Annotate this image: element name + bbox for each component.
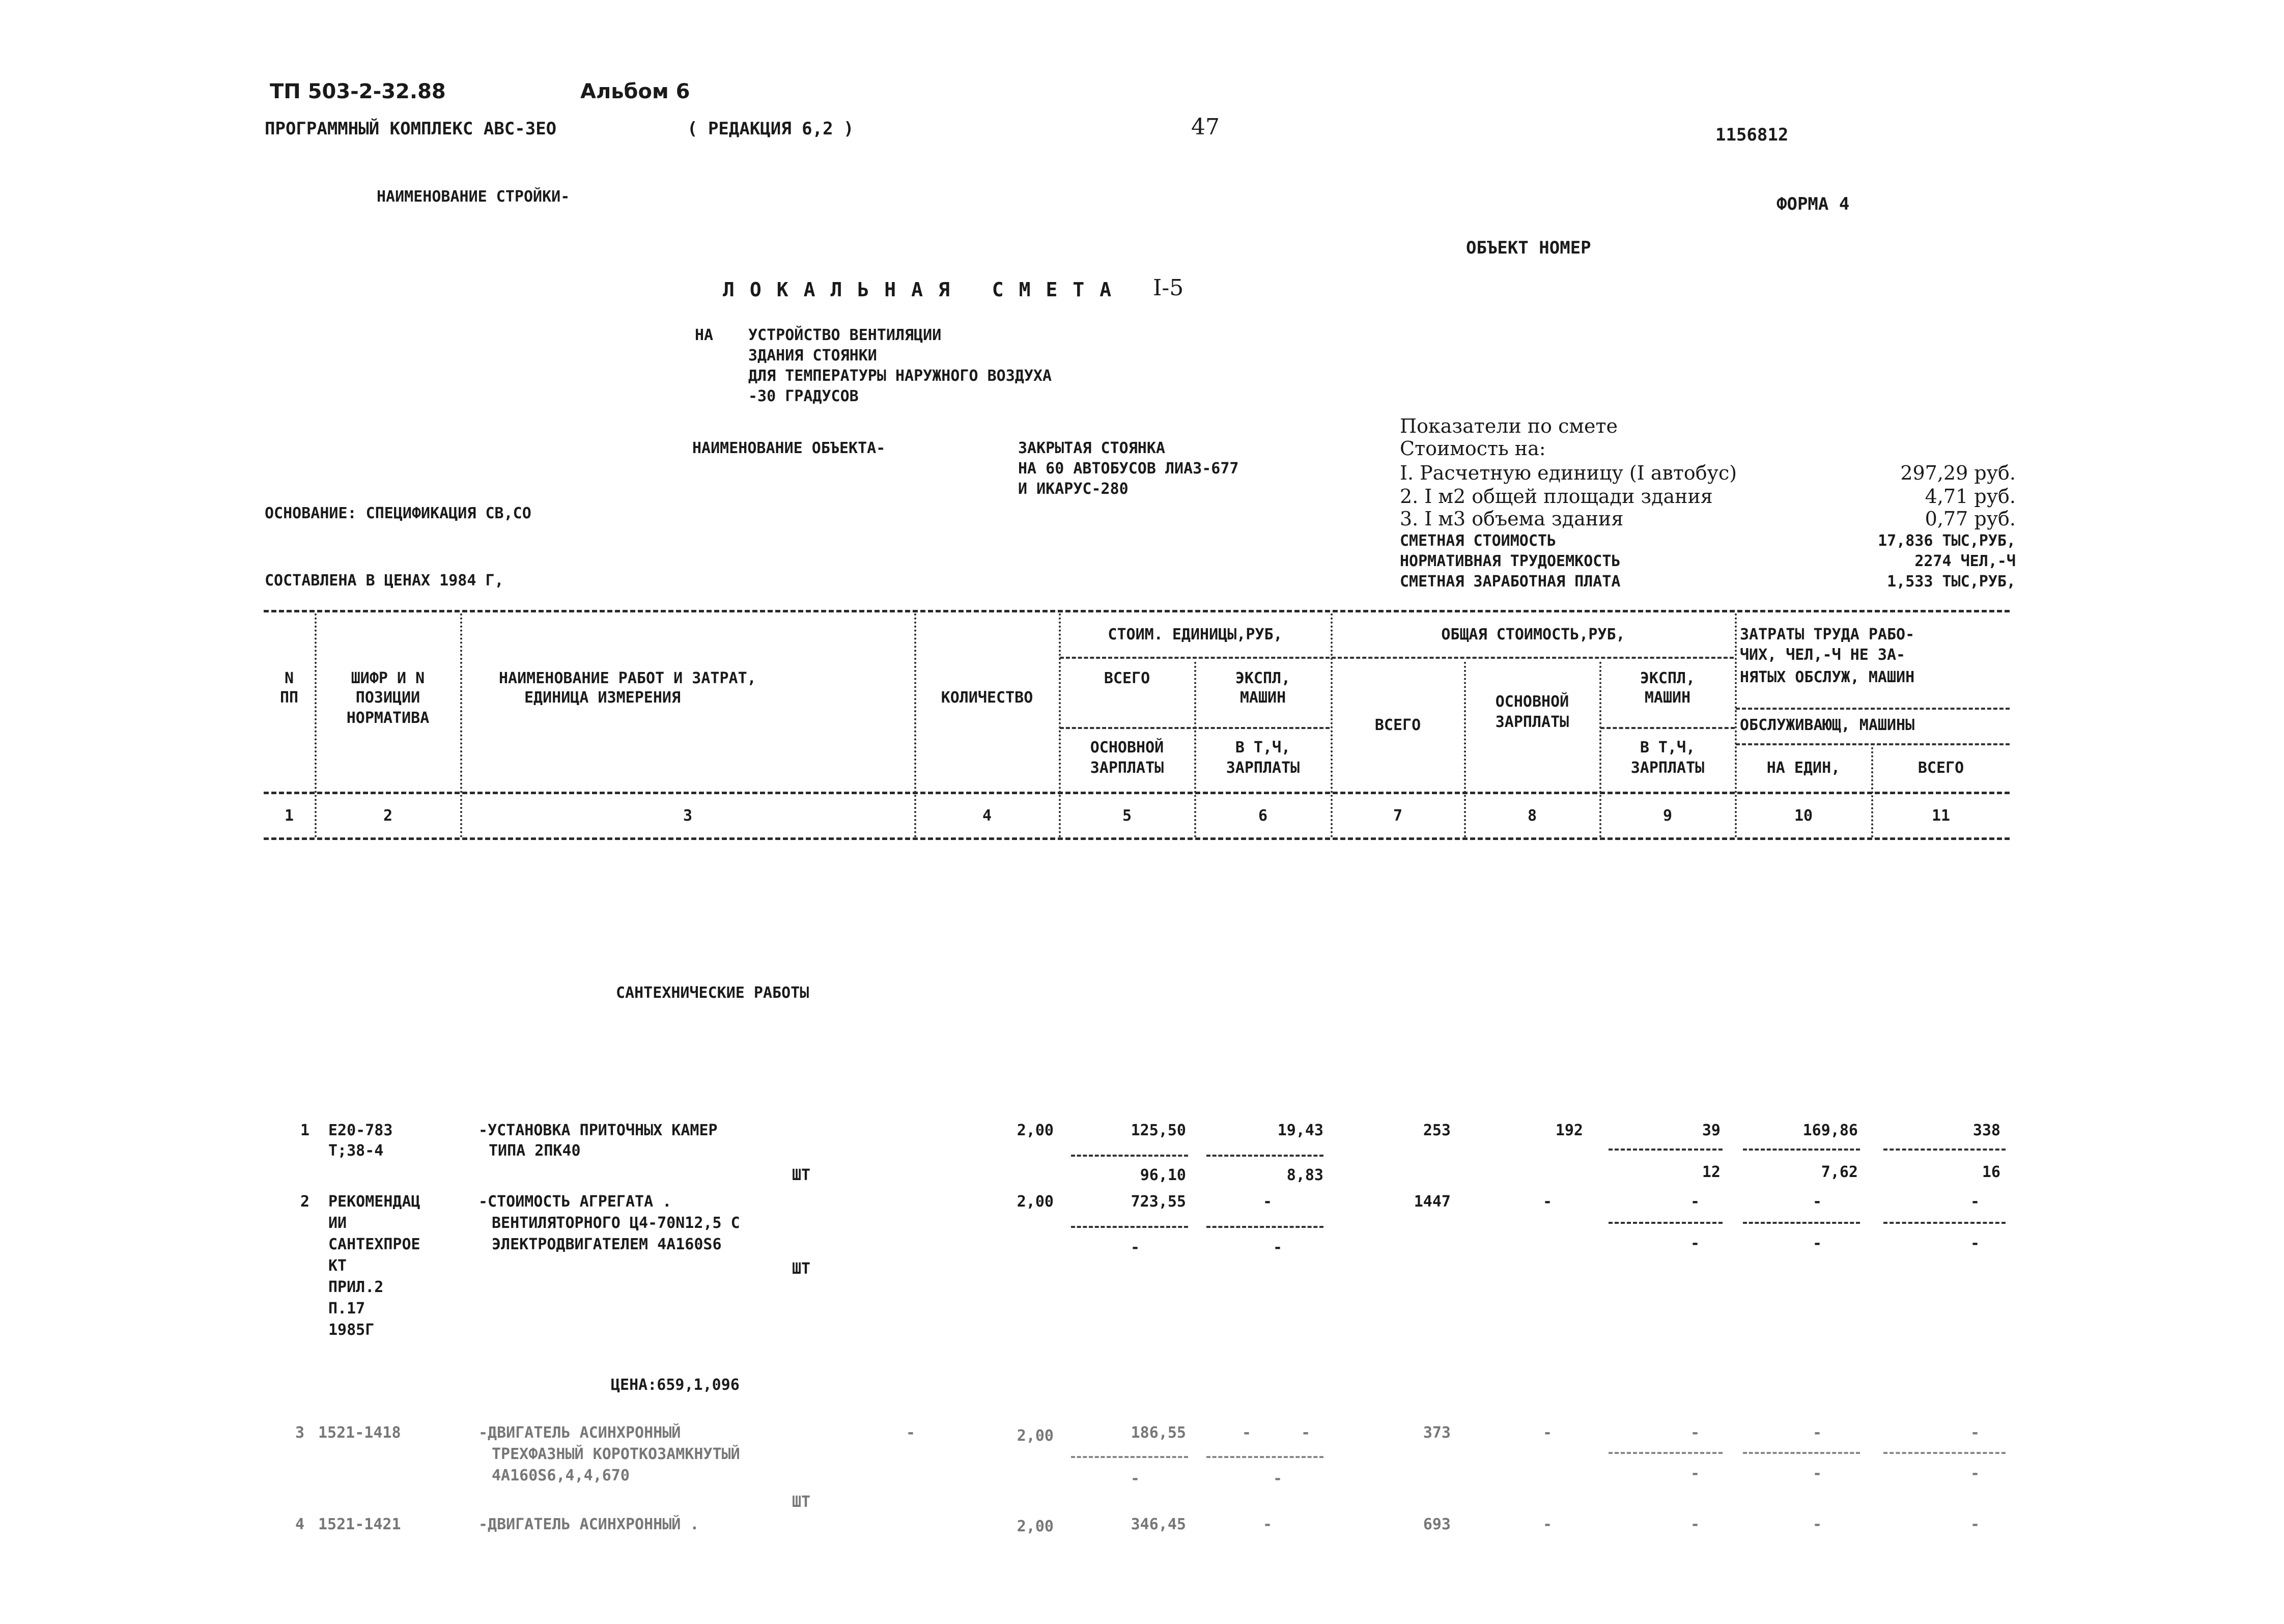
unit-machines-header: ЭКСПЛ,: [1235, 669, 1291, 687]
estimate-number: I-5: [1153, 275, 1184, 301]
row-dash: -: [1130, 1239, 1140, 1256]
column-number: 7: [1393, 807, 1403, 825]
column-number: 3: [683, 807, 693, 825]
indicator-row-value: 0,77 руб.: [1925, 508, 2016, 530]
row-quantity: 2,00: [1017, 1518, 1054, 1535]
row-code: 1521-1418: [318, 1424, 401, 1442]
row-unit: ШТ: [792, 1493, 811, 1511]
row-name: ЭЛЕКТРОДВИГАТЕЛЕМ 4А160S6: [492, 1236, 722, 1253]
row-total-machines: -: [1690, 1424, 1700, 1442]
purpose-line: УСТРОЙСТВО ВЕНТИЛЯЦИИ: [748, 326, 942, 344]
row-quantity: 2,00: [1017, 1193, 1054, 1211]
row-dash: -: [1273, 1470, 1283, 1488]
row-dash: -: [1970, 1235, 1980, 1252]
row-total: 253: [1423, 1122, 1451, 1139]
edition-label: ( РЕДАКЦИЯ 6,2 ): [687, 119, 854, 139]
row-unit-machines: - -: [1242, 1424, 1331, 1442]
row-dash: -: [1690, 1235, 1700, 1252]
header-subrule: [1060, 727, 1330, 729]
row-name: -ДВИГАТЕЛЬ АСИНХРОННЫЙ .: [478, 1516, 699, 1533]
column-number: 4: [982, 807, 992, 825]
row-total: 1447: [1414, 1193, 1451, 1211]
column-number: 1: [284, 807, 294, 825]
row-code: КТ: [328, 1257, 347, 1275]
row-subrule: [1071, 1456, 1188, 1458]
total-value: 2274 ЧЕЛ,-Ч: [1914, 552, 2016, 570]
row-total-machines: 39: [1702, 1122, 1721, 1139]
row-name: -ДВИГАТЕЛЬ АСИНХРОННЫЙ: [478, 1424, 681, 1442]
row-number: 2: [300, 1193, 310, 1211]
purpose-line: ДЛЯ ТЕМПЕРАТУРЫ НАРУЖНОГО ВОЗДУХА: [748, 367, 1052, 385]
object-name-label: НАИМЕНОВАНИЕ ОБЪЕКТА-: [692, 439, 886, 457]
unit-incl-wage-header: В Т,Ч,: [1235, 739, 1291, 757]
row-dash: -: [1812, 1235, 1822, 1252]
construction-label: НАИМЕНОВАНИЕ СТРОЙКИ-: [377, 188, 570, 206]
unit-total-header: ВСЕГО: [1104, 669, 1150, 687]
total-all-header: ВСЕГО: [1374, 716, 1421, 734]
row-quantity: 2,00: [1017, 1122, 1054, 1139]
row-name: -УСТАНОВКА ПРИТОЧНЫХ КАМЕР: [478, 1122, 718, 1139]
object-label: ОБЪЕКТ НОМЕР: [1466, 238, 1591, 258]
purpose-prefix: НА: [695, 326, 714, 344]
header-rule-bottom: [264, 837, 2010, 840]
header-subrule: [1736, 743, 2010, 745]
unit-machines-header: МАШИН: [1239, 689, 1286, 707]
row-subrule: [1743, 1222, 1860, 1224]
unit-cost-group-header: СТОИМ. ЕДИНИЦЫ,РУБ,: [1108, 626, 1283, 643]
row-code: ИИ: [328, 1214, 347, 1232]
object-name-line: НА 60 АВТОБУСОВ ЛИАЗ-677: [1018, 460, 1239, 478]
column-number: 6: [1258, 807, 1268, 825]
row-dash: -: [1130, 1470, 1140, 1488]
row-unit-total: 186,55: [1131, 1424, 1186, 1442]
prices-line: СОСТАВЛЕНА В ЦЕНАХ 1984 Г,: [265, 572, 504, 590]
row-total-base-wage: -: [1542, 1516, 1553, 1533]
total-value: 1,533 ТЫС,РУБ,: [1887, 573, 2016, 591]
header-subrule: [1332, 657, 1734, 659]
indicators-cost-label: Стоимость на:: [1400, 437, 1546, 460]
row-subrule: [1609, 1149, 1723, 1151]
column-divider: [914, 613, 916, 837]
row-number: 3: [295, 1424, 305, 1442]
total-value: 17,836 ТЫС,РУБ,: [1878, 532, 2016, 550]
document-id: 1156812: [1715, 125, 1789, 145]
column-divider: [1735, 613, 1737, 837]
row-total: 693: [1423, 1516, 1451, 1533]
row-subrule: [1883, 1149, 2006, 1151]
row-total-base-wage: -: [1542, 1424, 1553, 1442]
column-number: 10: [1794, 807, 1813, 825]
unit-incl-wage-header: ЗАРПЛАТЫ: [1226, 759, 1300, 777]
page-number: 47: [1191, 114, 1220, 140]
total-machines-header: МАШИН: [1644, 689, 1691, 707]
col-code-header: ШИФР И N: [351, 669, 425, 687]
row-subrule: [1883, 1222, 2006, 1224]
column-number: 11: [1931, 807, 1951, 825]
row-dash: -: [1970, 1465, 1980, 1482]
header-subrule: [1736, 708, 2010, 710]
labor-total-header: ВСЕГО: [1918, 759, 1964, 777]
total-incl-wage-header: ЗАРПЛАТЫ: [1630, 759, 1705, 777]
col-name-header: ЕДИНИЦА ИЗМЕРЕНИЯ: [524, 689, 681, 707]
total-incl-wage-header: В Т,Ч,: [1640, 739, 1696, 757]
col-number-header: ПП: [279, 689, 299, 707]
row-number: 4: [295, 1516, 305, 1533]
header-rule-middle: [264, 792, 2010, 794]
column-number: 9: [1662, 807, 1673, 825]
col-name-header: НАИМЕНОВАНИЕ РАБОТ И ЗАТРАТ,: [499, 669, 756, 687]
header-rule-top: [264, 610, 2010, 612]
total-label: СМЕТНАЯ СТОИМОСТЬ: [1400, 532, 1557, 550]
row-labor-per-unit: -: [1812, 1516, 1822, 1533]
indicators-heading: Показатели по смете: [1400, 415, 1618, 437]
row-code: 1521-1421: [318, 1516, 401, 1533]
row-subrule: [1206, 1226, 1323, 1228]
row-code: П.17: [328, 1300, 365, 1318]
row-subrule: [1071, 1226, 1188, 1228]
basis-line: ОСНОВАНИЕ: СПЕЦИФИКАЦИЯ СВ,СО: [265, 505, 531, 522]
row-unit-base-wage: 96,10: [1140, 1166, 1186, 1184]
price-note: ЦЕНА:659,1,096: [611, 1376, 740, 1394]
row-total: 373: [1423, 1424, 1451, 1442]
row-dash: -: [906, 1424, 916, 1442]
labor-group-header: ЗАТРАТЫ ТРУДА РАБО-: [1740, 626, 1915, 643]
row-total-base-wage: -: [1542, 1193, 1553, 1211]
row-labor-per-unit: -: [1812, 1193, 1822, 1211]
header-subrule: [1600, 727, 1735, 729]
labor-group-header: ЧИХ, ЧЕЛ,-Ч НЕ ЗА-: [1740, 646, 1906, 664]
column-number: 5: [1122, 807, 1132, 825]
row-labor-total: -: [1970, 1424, 1980, 1442]
row-unit-total: 125,50: [1131, 1122, 1186, 1139]
indicator-row-value: 297,29 руб.: [1900, 462, 2016, 484]
row-total-incl-wage: 12: [1702, 1163, 1721, 1181]
row-subrule: [1743, 1452, 1860, 1454]
row-code: ПРИЛ.2: [328, 1278, 384, 1296]
indicator-row-label: 3. I м3 объема здания: [1400, 508, 1624, 530]
total-machines-header: ЭКСПЛ,: [1640, 669, 1696, 687]
total-label: СМЕТНАЯ ЗАРАБОТНАЯ ПЛАТА: [1400, 573, 1621, 591]
labor-group-header: НЯТЫХ ОБСЛУЖ, МАШИН: [1740, 668, 1915, 686]
row-unit-machines: -: [1262, 1516, 1273, 1533]
object-name-line: ЗАКРЫТАЯ СТОЯНКА: [1018, 439, 1165, 457]
row-total-machines: -: [1690, 1193, 1700, 1211]
header-subrule: [1060, 657, 1330, 659]
row-name: 4А160S6,4,4,670: [492, 1467, 630, 1485]
labor-service-header: ОБСЛУЖИВАЮЩ, МАШИНЫ: [1740, 716, 1915, 734]
row-labor-total: 338: [1972, 1122, 2000, 1139]
row-labor-service-total: 16: [1982, 1163, 2000, 1181]
row-subrule: [1206, 1155, 1323, 1157]
estimate-title: ЛОКАЛЬНАЯ СМЕТА: [723, 278, 1127, 301]
row-unit-total: 346,45: [1131, 1516, 1186, 1533]
row-name: ВЕНТИЛЯТОРНОГО Ц4-70N12,5 С: [492, 1214, 740, 1232]
row-unit-total: 723,55: [1131, 1193, 1186, 1211]
row-code: 1985Г: [328, 1321, 375, 1339]
col-code-header: НОРМАТИВА: [346, 709, 430, 727]
row-name: ТРЕХФАЗНЫЙ КОРОТКОЗАМКНУТЫЙ: [492, 1445, 740, 1463]
col-quantity-header: КОЛИЧЕСТВО: [941, 689, 1033, 707]
total-base-wage-header: ЗАРПЛАТЫ: [1495, 713, 1569, 731]
column-number: 2: [383, 807, 393, 825]
object-name-line: И ИКАРУС-280: [1018, 480, 1129, 498]
row-code: САНТЕХПРОЕ: [328, 1236, 420, 1253]
row-quantity: 2,00: [1017, 1427, 1054, 1445]
section-title: САНТЕХНИЧЕСКИЕ РАБОТЫ: [616, 984, 809, 1002]
col-number-header: N: [284, 669, 294, 687]
row-unit-machines: 19,43: [1277, 1122, 1323, 1139]
purpose-line: -30 ГРАДУСОВ: [748, 387, 859, 405]
row-name: ТИПА 2ПК40: [489, 1142, 581, 1160]
row-labor-total: -: [1970, 1193, 1980, 1211]
total-label: НОРМАТИВНАЯ ТРУДОЕМКОСТЬ: [1400, 552, 1621, 570]
row-dash: -: [1273, 1239, 1283, 1256]
indicator-row-label: I. Расчетную единицу (I автобус): [1400, 462, 1737, 484]
row-subrule: [1206, 1456, 1323, 1458]
total-cost-group-header: ОБЩАЯ СТОИМОСТЬ,РУБ,: [1441, 626, 1625, 643]
labor-per-unit-header: НА ЕДИН,: [1766, 759, 1841, 777]
form-label: ФОРМА 4: [1777, 194, 1850, 214]
row-name: -СТОИМОСТЬ АГРЕГАТА .: [478, 1193, 672, 1211]
row-subrule: [1071, 1155, 1188, 1157]
row-labor-total: -: [1970, 1516, 1980, 1533]
column-divider: [1059, 613, 1061, 837]
column-divider: [460, 613, 462, 837]
row-unit-machines: -: [1262, 1193, 1273, 1211]
row-unit-incl-wage: 8,83: [1286, 1166, 1323, 1184]
unit-base-wage-header: ЗАРПЛАТЫ: [1090, 759, 1164, 777]
purpose-line: ЗДАНИЯ СТОЯНКИ: [748, 347, 877, 365]
total-base-wage-header: ОСНОВНОЙ: [1495, 693, 1569, 711]
row-subrule: [1609, 1222, 1723, 1224]
row-code: Т;38-4: [328, 1142, 384, 1160]
row-dash: -: [1690, 1465, 1700, 1482]
program-label: ПРОГРАММНЫЙ КОМПЛЕКС АВС-3ЕО: [265, 119, 557, 139]
album-label: Альбом 6: [580, 80, 690, 103]
document-code: ТП 503-2-32.88: [270, 80, 446, 103]
row-code: РЕКОМЕНДАЦ: [328, 1193, 420, 1211]
row-total-base-wage: 192: [1555, 1122, 1583, 1139]
row-subrule: [1883, 1452, 2006, 1454]
row-subrule: [1743, 1149, 1860, 1151]
row-subrule: [1609, 1452, 1723, 1454]
row-number: 1: [300, 1122, 310, 1139]
col-code-header: ПОЗИЦИИ: [355, 689, 420, 707]
indicator-row-value: 4,71 руб.: [1925, 485, 2016, 508]
column-number: 8: [1527, 807, 1537, 825]
row-dash: -: [1812, 1465, 1822, 1482]
row-labor-per-unit: -: [1812, 1424, 1822, 1442]
row-labor-service-unit: 7,62: [1821, 1163, 1858, 1181]
row-total-machines: -: [1690, 1516, 1700, 1533]
unit-base-wage-header: ОСНОВНОЙ: [1090, 739, 1164, 757]
row-labor-per-unit: 169,86: [1802, 1122, 1858, 1139]
row-unit: ШТ: [792, 1166, 811, 1184]
row-code: Е20-783: [328, 1122, 393, 1139]
indicator-row-label: 2. I м2 общей площади здания: [1400, 485, 1713, 508]
row-unit: ШТ: [792, 1260, 811, 1278]
